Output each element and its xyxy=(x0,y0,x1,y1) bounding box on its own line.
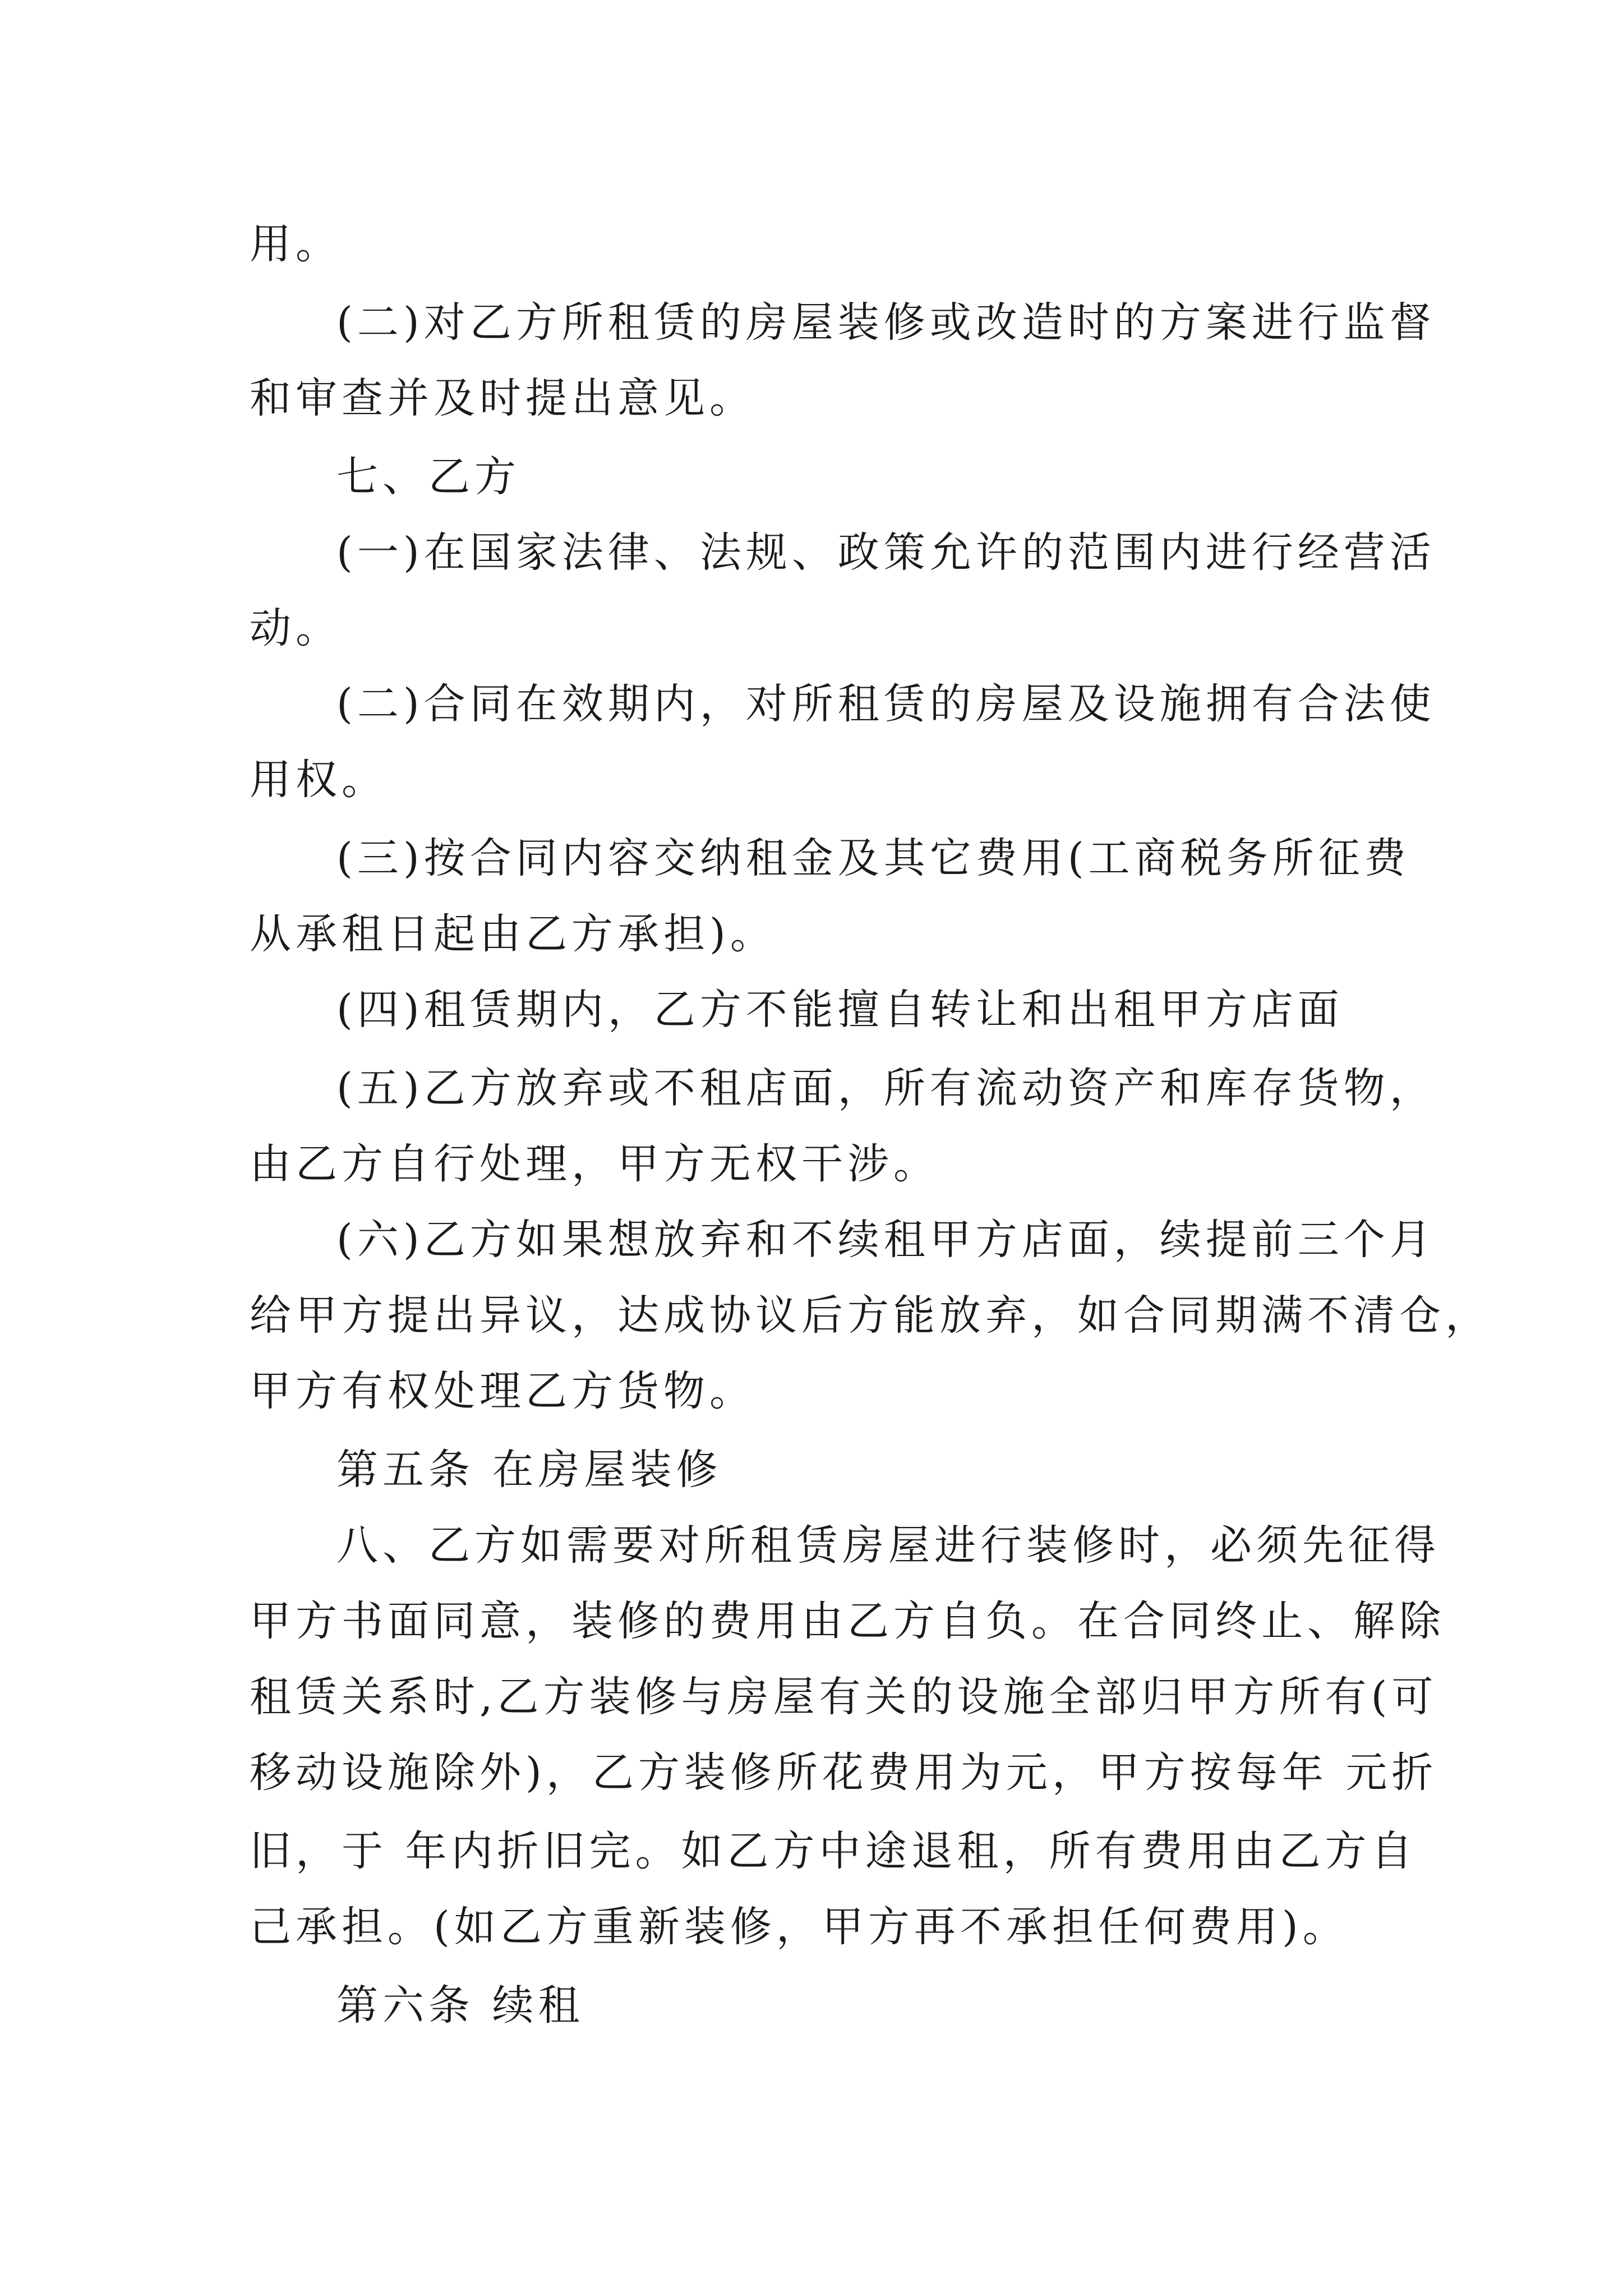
text-line: 甲方书面同意，装修的费用由乙方自负。在合同终止、解除 xyxy=(250,1597,1445,1645)
text-line: (六)乙方如果想放弃和不续租甲方店面，续提前三个月 xyxy=(336,1216,1436,1264)
text-line: (五)乙方放弃或不租店面，所有流动资产和库存货物， xyxy=(336,1064,1436,1112)
text-line: 动。 xyxy=(250,604,342,652)
section-heading: 第六条 续租 xyxy=(336,1981,584,2030)
text-line: 给甲方提出异议，达成协议后方能放弃，如合同期满不清仓， xyxy=(250,1291,1491,1340)
section-heading: 第五条 在房屋装修 xyxy=(336,1446,722,1494)
text-line: 用权。 xyxy=(250,756,388,804)
text-line: (二)对乙方所租赁的房屋装修或改造时的方案进行监督 xyxy=(336,298,1436,347)
text-line: (三)按合同内容交纳租金及其它费用(工商税务所征费 xyxy=(336,834,1410,882)
text-line: (二)合同在效期内，对所租赁的房屋及设施拥有合法使 xyxy=(336,680,1436,728)
text-line: 八、乙方如需要对所租赁房屋进行装修时，必须先征得 xyxy=(336,1521,1440,1570)
text-line: 租赁关系时,乙方装修与房屋有关的设施全部归甲方所有(可 xyxy=(250,1673,1438,1721)
text-line: 甲方有权处理乙方货物。 xyxy=(250,1367,755,1415)
text-line: 己承担。(如乙方重新装修，甲方再不承担任何费用)。 xyxy=(250,1903,1349,1951)
section-heading: 七、乙方 xyxy=(336,453,520,501)
text-line: 移动设施除外)，乙方装修所花费用为元，甲方按每年 元折 xyxy=(250,1749,1438,1797)
text-line: 从承租日起由乙方承担)。 xyxy=(250,910,776,958)
text-line: 由乙方自行处理，甲方无权干涉。 xyxy=(250,1140,939,1188)
text-line: 和审查并及时提出意见。 xyxy=(250,374,755,422)
text-line: (四)租赁期内，乙方不能擅自转让和出租甲方店面 xyxy=(336,986,1344,1034)
text-line: (一)在国家法律、法规、政策允许的范围内进行经营活 xyxy=(336,528,1436,577)
text-line: 旧，于 年内折旧完。如乙方中途退租，所有费用由乙方自 xyxy=(250,1827,1417,1875)
text-line: 用。 xyxy=(250,220,342,268)
